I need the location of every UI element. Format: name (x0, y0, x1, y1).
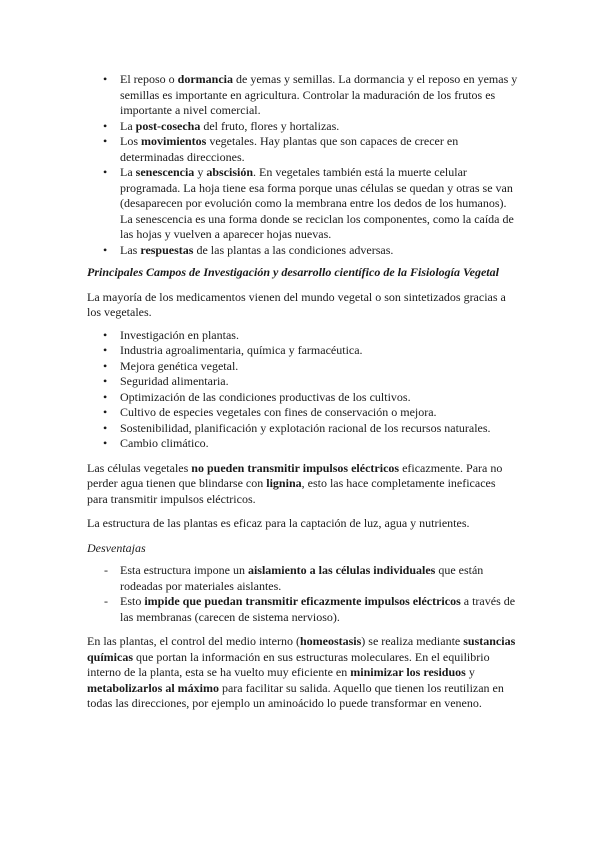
text-run: ) se realiza mediante (361, 634, 464, 648)
bold-text: senescencia (135, 165, 195, 179)
bold-text: lignina (266, 476, 302, 490)
list-item: • Mejora genética vegetal. (87, 359, 519, 375)
text-run: Esta estructura impone un (120, 563, 248, 577)
rich-text (120, 119, 339, 133)
text-run: que están rodeadas por materiales aislantes. (120, 563, 484, 593)
bold-text: dormancia (177, 72, 233, 86)
bold-text: metabolizarlos al máximo (87, 680, 219, 695)
list-item (87, 563, 519, 594)
bold-text: impide que puedan transmitir eficazmente impulsos eléctricos (144, 594, 461, 608)
bold-text: sustancias químicas (87, 634, 516, 664)
list-item (87, 72, 519, 119)
text-run: que portan la información en sus estructuras moleculares. En el equilibrio interno de la planta, esta se ha vuelto muy eficiente en (87, 649, 490, 679)
text-run: La (120, 118, 136, 133)
bold-text: respuestas (140, 242, 194, 257)
bold-text: movimientos (141, 134, 207, 148)
text-run: Las células vegetales (87, 460, 192, 475)
list-item: • Optimización de las condiciones productivas de los cultivos. (87, 390, 519, 406)
bold-text: no pueden transmitir impulsos eléctricos (191, 460, 400, 475)
disadvantages-list (87, 563, 519, 625)
text-run: eficazmente. Para no perder agua tienen que blindarse con (87, 460, 503, 490)
section-heading: Principales Campos de Investigación y desarrollo científico de la Fisiología Vegetal (87, 265, 499, 279)
list-item: • Investigación en plantas. (87, 328, 519, 344)
text-run: para facilitar su salida. Aquello que tienen los reutilizan en todas las direcciones, por ejemplo un aminoácido lo puede transformar en veneno. (87, 680, 504, 710)
text-run: El reposo o (120, 72, 178, 86)
list-item: • Sostenibilidad, planificación y explotación racional de los recursos naturales. (87, 421, 519, 437)
physiology-topics-list (87, 72, 519, 258)
text-run: a través de las membranas (carecen de sistema nervioso). (120, 594, 516, 624)
list-item: • Cambio climático. (87, 436, 519, 452)
list-item (87, 134, 519, 165)
text-run: , esto las hace completamente ineficaces para transmitir impulsos eléctricos. (87, 476, 496, 506)
rich-text (120, 165, 514, 241)
text-run: Las (120, 242, 141, 257)
text-run: del fruto, flores y hortalizas. (200, 118, 340, 133)
intro-paragraph: La mayoría de los medicamentos vienen del mundo vegetal o son sintetizados gracias a los vegetales. (87, 289, 506, 319)
text-run: y (465, 665, 475, 679)
structure-paragraph: La estructura de las plantas es eficaz para la captación de luz, agua y nutrientes. (87, 516, 470, 530)
text-run: . En vegetales también está la muerte celular programada. La hoja tiene esa forma porque unas células se quedan y otras se van (desaparecen por evolución como la membrana entre los dedos de los humanos). La senescencia es una forma donde se reciclan los componentes, como la caída de las hojas y vuelven a aparecer hojas nuevas. (120, 165, 514, 241)
list-item (87, 243, 519, 259)
list-item: • Cultivo de especies vegetales con fines de conservación o mejora. (87, 405, 519, 421)
bold-text: homeostasis (299, 634, 362, 648)
list-item: • Seguridad alimentaria. (87, 374, 519, 390)
rich-text (120, 563, 483, 593)
text-run: La (120, 165, 136, 179)
text-run: vegetales. Hay plantas que son capaces de crecer en determinadas direcciones. (120, 134, 459, 164)
bold-text: aislamiento a las células individuales (247, 563, 436, 577)
text-run: Esto (120, 594, 145, 608)
rich-text (120, 72, 517, 117)
text-run: de las plantas a las condiciones adversas. (193, 242, 394, 257)
cells-paragraph (87, 461, 519, 508)
list-item (87, 119, 519, 135)
text-run: y (194, 165, 207, 179)
text-run: de yemas y semillas. La dormancia y el reposo en yemas y semillas es importante en agricultura. Controlar la maduración de los frutos es importante a nivel comercial. (120, 72, 518, 117)
bold-text: post-cosecha (135, 118, 201, 133)
rich-text (120, 594, 515, 624)
research-fields-list (87, 328, 519, 452)
bold-text: minimizar los residuos (350, 665, 466, 679)
rich-text (120, 243, 393, 257)
list-item: • Industria agroalimentaria, química y farmacéutica. (87, 343, 519, 359)
disadvantages-heading: Desventajas (87, 540, 146, 555)
rich-text (120, 134, 458, 164)
text-run: Los (120, 134, 141, 148)
list-item (87, 165, 519, 243)
homeostasis-paragraph (87, 634, 519, 712)
list-item (87, 594, 519, 625)
bold-text: abscisión (206, 165, 253, 179)
document-content (87, 72, 519, 712)
text-run: En las plantas, el control del medio interno ( (87, 634, 300, 648)
